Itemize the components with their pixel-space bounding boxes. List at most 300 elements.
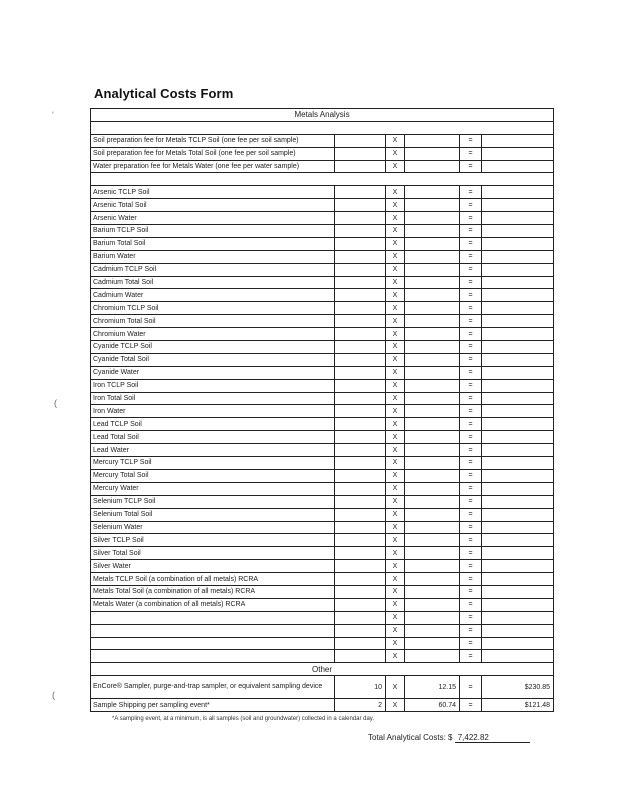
line-total-field[interactable]	[482, 250, 554, 263]
quantity-field[interactable]	[335, 315, 386, 328]
blank-cell	[91, 121, 554, 134]
metal-analysis-row	[91, 457, 554, 470]
quantity-field[interactable]	[335, 611, 386, 624]
quantity-field[interactable]	[335, 392, 386, 405]
item-label	[91, 637, 335, 650]
times-sign: X	[386, 199, 405, 212]
item-label: Metals Total Soil (a combination of all metals) RCRA	[91, 585, 335, 598]
total-analytical-costs	[368, 733, 530, 743]
item-label: Mercury Water	[91, 482, 335, 495]
item-label: Cyanide Water	[91, 366, 335, 379]
times-sign: X	[386, 379, 405, 392]
unit-cost-field[interactable]	[405, 212, 460, 225]
item-label: Chromium Total Soil	[91, 315, 335, 328]
item-label: Soil preparation fee for Metals Total Soil (one fee per soil sample)	[91, 147, 335, 160]
item-label: Water preparation fee for Metals Water (one fee per water sample)	[91, 160, 335, 173]
line-total-field[interactable]	[482, 212, 554, 225]
equals-sign: =	[460, 547, 482, 560]
equals-sign: =	[460, 328, 482, 341]
quantity-field[interactable]	[335, 302, 386, 315]
quantity-field[interactable]	[335, 534, 386, 547]
quantity-field[interactable]	[335, 431, 386, 444]
times-sign: X	[386, 495, 405, 508]
equals-sign: =	[460, 366, 482, 379]
quantity-field[interactable]	[335, 341, 386, 354]
equals-sign: =	[460, 225, 482, 238]
equals-sign: =	[460, 392, 482, 405]
line-total-field[interactable]	[482, 495, 554, 508]
times-sign: X	[386, 289, 405, 302]
equals-sign: =	[460, 469, 482, 482]
line-total-field[interactable]	[482, 289, 554, 302]
prep-fee-row	[91, 134, 554, 147]
item-label: Metals Water (a combination of all metals) RCRA	[91, 598, 335, 611]
line-total-field[interactable]	[482, 186, 554, 199]
item-label: Metals TCLP Soil (a combination of all metals) RCRA	[91, 573, 335, 586]
analytical-costs-table	[90, 108, 554, 712]
metal-analysis-row	[91, 534, 554, 547]
metal-analysis-row	[91, 585, 554, 598]
line-total-field[interactable]	[482, 160, 554, 173]
line-total-field[interactable]	[482, 457, 554, 470]
times-sign: X	[386, 534, 405, 547]
metal-analysis-row	[91, 186, 554, 199]
equals-sign: =	[460, 199, 482, 212]
line-total-field[interactable]	[482, 418, 554, 431]
equals-sign: =	[460, 276, 482, 289]
line-total-field[interactable]	[482, 547, 554, 560]
times-sign: X	[386, 315, 405, 328]
item-label: Iron TCLP Soil	[91, 379, 335, 392]
quantity-field[interactable]	[335, 624, 386, 637]
spacer-row	[91, 121, 554, 134]
item-label: Chromium Water	[91, 328, 335, 341]
equals-sign: =	[460, 444, 482, 457]
item-label	[91, 650, 335, 663]
metal-analysis-row	[91, 611, 554, 624]
quantity-field[interactable]	[335, 444, 386, 457]
line-total-field[interactable]	[482, 225, 554, 238]
unit-cost-field[interactable]	[405, 160, 460, 173]
times-sign: X	[386, 186, 405, 199]
equals-sign: =	[460, 534, 482, 547]
unit-cost-field[interactable]	[405, 431, 460, 444]
times-sign: X	[386, 418, 405, 431]
times-sign: X	[386, 585, 405, 598]
punch-hole-mark-bottom: (	[52, 690, 55, 700]
times-sign: X	[386, 637, 405, 650]
line-total-field[interactable]	[482, 598, 554, 611]
line-total-field[interactable]	[482, 276, 554, 289]
equals-sign: =	[460, 457, 482, 470]
quantity-field[interactable]	[335, 250, 386, 263]
quantity-field[interactable]	[335, 418, 386, 431]
times-sign: X	[386, 341, 405, 354]
times-sign: X	[386, 431, 405, 444]
line-total-field[interactable]: $121.48	[482, 699, 554, 712]
equals-sign: =	[460, 186, 482, 199]
quantity-field[interactable]	[335, 212, 386, 225]
equals-sign: =	[460, 134, 482, 147]
unit-cost-field[interactable]	[405, 585, 460, 598]
item-label: Cyanide TCLP Soil	[91, 341, 335, 354]
item-label: Silver Total Soil	[91, 547, 335, 560]
line-total-field[interactable]	[482, 624, 554, 637]
times-sign: X	[386, 457, 405, 470]
line-total-field[interactable]	[482, 431, 554, 444]
times-sign: X	[386, 573, 405, 586]
equals-sign: =	[460, 379, 482, 392]
quantity-field[interactable]	[335, 186, 386, 199]
total-label: Total Analytical Costs: $	[368, 733, 453, 742]
item-label: Arsenic Water	[91, 212, 335, 225]
quantity-field[interactable]	[335, 637, 386, 650]
line-total-field[interactable]	[482, 444, 554, 457]
metal-analysis-row	[91, 379, 554, 392]
metal-analysis-row	[91, 547, 554, 560]
item-label: Barium TCLP Soil	[91, 225, 335, 238]
times-sign: X	[386, 547, 405, 560]
times-sign: X	[386, 482, 405, 495]
quantity-field[interactable]	[335, 598, 386, 611]
metal-analysis-row	[91, 250, 554, 263]
item-label: Barium Total Soil	[91, 237, 335, 250]
metal-analysis-row	[91, 289, 554, 302]
line-total-field[interactable]	[482, 611, 554, 624]
times-sign: X	[386, 392, 405, 405]
blank-cell	[91, 173, 554, 186]
equals-sign: =	[460, 573, 482, 586]
item-label: Sample Shipping per sampling event*	[91, 699, 335, 712]
equals-sign: =	[460, 405, 482, 418]
spacer-row	[91, 173, 554, 186]
unit-cost-field[interactable]	[405, 547, 460, 560]
unit-cost-field[interactable]	[405, 598, 460, 611]
quantity-field[interactable]	[335, 482, 386, 495]
metal-analysis-row	[91, 405, 554, 418]
equals-sign: =	[460, 212, 482, 225]
times-sign: X	[386, 699, 405, 712]
times-sign: X	[386, 328, 405, 341]
unit-cost-field[interactable]	[405, 263, 460, 276]
unit-cost-field[interactable]	[405, 315, 460, 328]
times-sign: X	[386, 521, 405, 534]
line-total-field[interactable]	[482, 534, 554, 547]
times-sign: X	[386, 611, 405, 624]
unit-cost-field[interactable]	[405, 482, 460, 495]
unit-cost-field[interactable]	[405, 237, 460, 250]
times-sign: X	[386, 212, 405, 225]
equals-sign: =	[460, 560, 482, 573]
line-total-field[interactable]	[482, 573, 554, 586]
unit-cost-field[interactable]	[405, 624, 460, 637]
times-sign: X	[386, 250, 405, 263]
unit-cost-field[interactable]	[405, 521, 460, 534]
equals-sign: =	[460, 585, 482, 598]
unit-cost-field[interactable]	[405, 341, 460, 354]
times-sign: X	[386, 598, 405, 611]
metal-analysis-row	[91, 353, 554, 366]
quantity-field[interactable]	[335, 328, 386, 341]
equals-sign: =	[460, 482, 482, 495]
metal-analysis-row	[91, 650, 554, 663]
metal-analysis-row	[91, 263, 554, 276]
equals-sign: =	[460, 250, 482, 263]
times-sign: X	[386, 444, 405, 457]
unit-cost-field[interactable]	[405, 508, 460, 521]
line-total-field[interactable]	[482, 302, 554, 315]
item-label: Cadmium Water	[91, 289, 335, 302]
item-label	[91, 611, 335, 624]
unit-cost-field[interactable]	[405, 225, 460, 238]
quantity-field[interactable]	[335, 366, 386, 379]
item-label: Mercury Total Soil	[91, 469, 335, 482]
equals-sign: =	[460, 637, 482, 650]
item-label: Lead TCLP Soil	[91, 418, 335, 431]
equals-sign: =	[460, 624, 482, 637]
equals-sign: =	[460, 302, 482, 315]
item-label: Lead Total Soil	[91, 431, 335, 444]
times-sign: X	[386, 147, 405, 160]
quantity-field[interactable]: 2	[335, 699, 386, 712]
times-sign: X	[386, 624, 405, 637]
line-total-field[interactable]	[482, 237, 554, 250]
quantity-field[interactable]	[335, 405, 386, 418]
line-total-field[interactable]	[482, 405, 554, 418]
other-cost-row	[91, 676, 554, 699]
quantity-field[interactable]	[335, 585, 386, 598]
unit-cost-field[interactable]	[405, 289, 460, 302]
unit-cost-field[interactable]	[405, 650, 460, 663]
line-total-field[interactable]	[482, 341, 554, 354]
item-label: Iron Water	[91, 405, 335, 418]
item-label: Mercury TCLP Soil	[91, 457, 335, 470]
equals-sign: =	[460, 508, 482, 521]
item-label: Arsenic TCLP Soil	[91, 186, 335, 199]
quantity-field[interactable]	[335, 160, 386, 173]
unit-cost-field[interactable]	[405, 560, 460, 573]
quantity-field[interactable]	[335, 650, 386, 663]
equals-sign: =	[460, 431, 482, 444]
line-total-field[interactable]	[482, 379, 554, 392]
metal-analysis-row	[91, 302, 554, 315]
prep-fee-row	[91, 160, 554, 173]
line-total-field[interactable]	[482, 508, 554, 521]
times-sign: X	[386, 469, 405, 482]
quantity-field[interactable]	[335, 199, 386, 212]
metal-analysis-row	[91, 392, 554, 405]
equals-sign: =	[460, 341, 482, 354]
equals-sign: =	[460, 521, 482, 534]
metal-analysis-row	[91, 212, 554, 225]
unit-cost-field[interactable]	[405, 366, 460, 379]
times-sign: X	[386, 366, 405, 379]
line-total-field[interactable]	[482, 521, 554, 534]
unit-cost-field[interactable]	[405, 495, 460, 508]
quantity-field[interactable]	[335, 147, 386, 160]
equals-sign: =	[460, 611, 482, 624]
metal-analysis-row	[91, 341, 554, 354]
line-total-field[interactable]	[482, 315, 554, 328]
item-label: Lead Water	[91, 444, 335, 457]
unit-cost-field[interactable]	[405, 444, 460, 457]
unit-cost-field[interactable]	[405, 302, 460, 315]
unit-cost-field[interactable]	[405, 134, 460, 147]
quantity-field[interactable]	[335, 495, 386, 508]
unit-cost-field[interactable]	[405, 147, 460, 160]
line-total-field[interactable]	[482, 328, 554, 341]
quantity-field[interactable]	[335, 134, 386, 147]
equals-sign: =	[460, 650, 482, 663]
unit-cost-field[interactable]	[405, 611, 460, 624]
quantity-field[interactable]	[335, 457, 386, 470]
prep-fee-row	[91, 147, 554, 160]
unit-cost-field[interactable]	[405, 276, 460, 289]
metal-analysis-row	[91, 560, 554, 573]
unit-cost-field[interactable]	[405, 379, 460, 392]
metal-analysis-row	[91, 573, 554, 586]
metal-analysis-row	[91, 521, 554, 534]
times-sign: X	[386, 237, 405, 250]
unit-cost-field[interactable]: 12.15	[405, 676, 460, 699]
section-header-metals	[91, 109, 554, 122]
line-total-field[interactable]	[482, 482, 554, 495]
unit-cost-field[interactable]	[405, 392, 460, 405]
unit-cost-field[interactable]: 60.74	[405, 699, 460, 712]
times-sign: X	[386, 405, 405, 418]
item-label: Barium Water	[91, 250, 335, 263]
times-sign: X	[386, 650, 405, 663]
unit-cost-field[interactable]	[405, 469, 460, 482]
form-title: Analytical Costs Form	[94, 86, 234, 101]
section-title: Metals Analysis	[91, 109, 554, 122]
equals-sign: =	[460, 263, 482, 276]
line-total-field[interactable]: $230.85	[482, 676, 554, 699]
punch-hole-mark-top: ‘	[52, 110, 54, 120]
unit-cost-field[interactable]	[405, 405, 460, 418]
metal-analysis-row	[91, 237, 554, 250]
line-total-field[interactable]	[482, 353, 554, 366]
item-label: Cyanide Total Soil	[91, 353, 335, 366]
section-title: Other	[91, 663, 554, 676]
metal-analysis-row	[91, 508, 554, 521]
item-label: Cadmium Total Soil	[91, 276, 335, 289]
metal-analysis-row	[91, 418, 554, 431]
item-label: EnCore® Sampler, purge-and-trap sampler, or equivalent sampling device	[91, 676, 335, 699]
times-sign: X	[386, 225, 405, 238]
quantity-field[interactable]	[335, 508, 386, 521]
metal-analysis-row	[91, 431, 554, 444]
unit-cost-field[interactable]	[405, 534, 460, 547]
line-total-field[interactable]	[482, 650, 554, 663]
metal-analysis-row	[91, 482, 554, 495]
unit-cost-field[interactable]	[405, 353, 460, 366]
item-label: Silver TCLP Soil	[91, 534, 335, 547]
equals-sign: =	[460, 315, 482, 328]
item-label: Selenium Water	[91, 521, 335, 534]
times-sign: X	[386, 263, 405, 276]
line-total-field[interactable]	[482, 199, 554, 212]
item-label: Arsenic Total Soil	[91, 199, 335, 212]
metal-analysis-row	[91, 328, 554, 341]
line-total-field[interactable]	[482, 469, 554, 482]
unit-cost-field[interactable]	[405, 199, 460, 212]
line-total-field[interactable]	[482, 147, 554, 160]
line-total-field[interactable]	[482, 366, 554, 379]
metal-analysis-row	[91, 225, 554, 238]
metal-analysis-row	[91, 315, 554, 328]
quantity-field[interactable]	[335, 263, 386, 276]
quantity-field[interactable]	[335, 289, 386, 302]
metal-analysis-row	[91, 444, 554, 457]
line-total-field[interactable]	[482, 560, 554, 573]
quantity-field[interactable]	[335, 573, 386, 586]
quantity-field[interactable]	[335, 225, 386, 238]
times-sign: X	[386, 353, 405, 366]
item-label	[91, 624, 335, 637]
item-label: Selenium Total Soil	[91, 508, 335, 521]
line-total-field[interactable]	[482, 392, 554, 405]
quantity-field[interactable]	[335, 276, 386, 289]
unit-cost-field[interactable]	[405, 573, 460, 586]
metal-analysis-row	[91, 276, 554, 289]
section-header-other	[91, 663, 554, 676]
equals-sign: =	[460, 598, 482, 611]
metal-analysis-row	[91, 469, 554, 482]
equals-sign: =	[460, 676, 482, 699]
metal-analysis-row	[91, 495, 554, 508]
total-amount-field[interactable]: 7,422.82	[455, 733, 530, 743]
line-total-field[interactable]	[482, 134, 554, 147]
equals-sign: =	[460, 699, 482, 712]
times-sign: X	[386, 560, 405, 573]
times-sign: X	[386, 134, 405, 147]
equals-sign: =	[460, 160, 482, 173]
equals-sign: =	[460, 237, 482, 250]
metal-analysis-row	[91, 624, 554, 637]
line-total-field[interactable]	[482, 263, 554, 276]
unit-cost-field[interactable]	[405, 637, 460, 650]
quantity-field[interactable]	[335, 353, 386, 366]
equals-sign: =	[460, 147, 482, 160]
quantity-field[interactable]	[335, 469, 386, 482]
times-sign: X	[386, 302, 405, 315]
quantity-field[interactable]	[335, 237, 386, 250]
line-total-field[interactable]	[482, 585, 554, 598]
item-label: Cadmium TCLP Soil	[91, 263, 335, 276]
unit-cost-field[interactable]	[405, 328, 460, 341]
item-label: Soil preparation fee for Metals TCLP Soil (one fee per soil sample)	[91, 134, 335, 147]
equals-sign: =	[460, 418, 482, 431]
item-label: Silver Water	[91, 560, 335, 573]
unit-cost-field[interactable]	[405, 250, 460, 263]
quantity-field[interactable]	[335, 547, 386, 560]
sampling-event-footnote: *A sampling event, at a minimum, is all samples (soil and groundwater) collected in a calendar day.	[112, 716, 375, 722]
quantity-field[interactable]: 10	[335, 676, 386, 699]
quantity-field[interactable]	[335, 379, 386, 392]
metal-analysis-row	[91, 199, 554, 212]
item-label: Iron Total Soil	[91, 392, 335, 405]
line-total-field[interactable]	[482, 637, 554, 650]
equals-sign: =	[460, 289, 482, 302]
unit-cost-field[interactable]	[405, 186, 460, 199]
times-sign: X	[386, 160, 405, 173]
unit-cost-field[interactable]	[405, 457, 460, 470]
quantity-field[interactable]	[335, 521, 386, 534]
times-sign: X	[386, 276, 405, 289]
quantity-field[interactable]	[335, 560, 386, 573]
unit-cost-field[interactable]	[405, 418, 460, 431]
